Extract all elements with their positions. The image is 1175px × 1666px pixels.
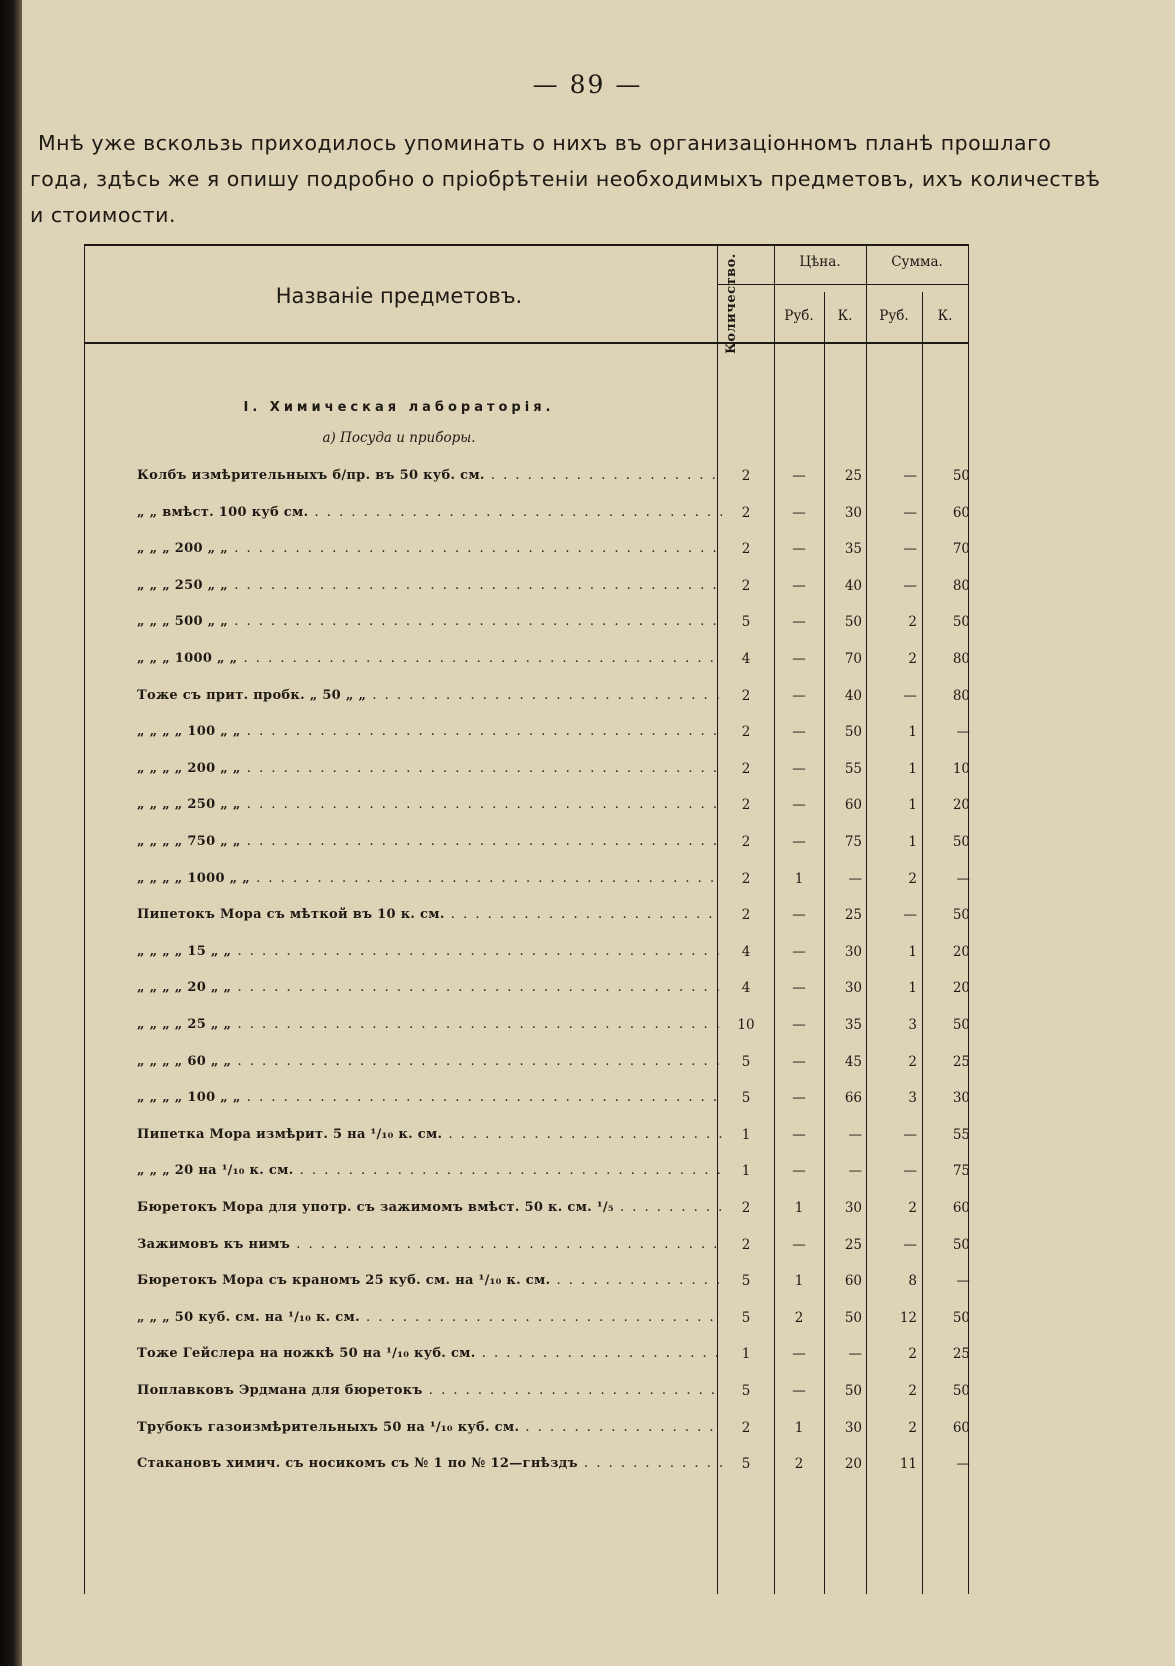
item-price-kop: 35 xyxy=(844,1017,862,1033)
item-sum-kop: 50 xyxy=(952,1383,970,1399)
header-price-kop: К. xyxy=(837,308,853,324)
item-sum-rub: — xyxy=(903,541,917,558)
item-qty: 2 xyxy=(741,687,751,704)
item-sum-kop: 75 xyxy=(952,1163,970,1180)
table-row xyxy=(84,1340,969,1376)
table-row xyxy=(84,718,969,754)
item-price-kop: — xyxy=(848,1163,862,1180)
item-sum-rub: 1 xyxy=(908,760,917,777)
item-sum-kop: 80 xyxy=(952,577,970,594)
item-qty: 2 xyxy=(741,1200,751,1216)
item-qty: 5 xyxy=(741,1383,751,1399)
table-row xyxy=(84,828,969,864)
item-price-rub: 1 xyxy=(794,1200,804,1216)
item-sum-kop: 20 xyxy=(952,980,970,997)
item-sum-rub: — xyxy=(903,1236,917,1253)
item-sum-rub: 1 xyxy=(908,980,917,997)
item-name: „ „ „ 250 „ „ . . . xyxy=(137,578,722,593)
item-sum-kop: 30 xyxy=(952,1090,970,1107)
table-row xyxy=(84,1231,969,1267)
item-price-rub: — xyxy=(792,1346,806,1363)
item-sum-rub: 2 xyxy=(908,1383,917,1399)
item-sum-kop: 20 xyxy=(952,943,970,960)
item-sum-kop: 50 xyxy=(952,1236,970,1253)
item-price-rub: 1 xyxy=(794,870,804,887)
item-price-kop: 25 xyxy=(844,907,862,924)
item-sum-rub: — xyxy=(903,1163,917,1180)
item-price-rub: — xyxy=(792,541,806,558)
header-sum: Сумма. xyxy=(891,254,943,270)
item-sum-kop: 70 xyxy=(952,541,970,558)
table-row xyxy=(84,1377,969,1413)
item-sum-kop: — xyxy=(956,1273,970,1290)
item-price-kop: 66 xyxy=(844,1090,862,1107)
item-price-rub: — xyxy=(792,1126,806,1143)
section-heading: I. Химическая лабораторія. xyxy=(243,400,555,415)
item-sum-rub: — xyxy=(903,907,917,924)
item-price-kop: 30 xyxy=(844,943,862,960)
item-name: „ „ „ „ 750 „ „ . . . xyxy=(137,834,722,849)
item-sum-rub: 2 xyxy=(908,870,917,887)
item-sum-rub: 2 xyxy=(908,614,917,631)
table-row xyxy=(84,682,969,718)
item-sum-kop: 55 xyxy=(952,1126,970,1143)
item-qty: 10 xyxy=(737,1017,755,1033)
item-sum-rub: 2 xyxy=(908,1200,917,1216)
table-top-rule xyxy=(84,244,969,246)
item-qty: 5 xyxy=(741,1273,751,1290)
header-price-rub: Руб. xyxy=(784,308,814,324)
item-qty: 5 xyxy=(741,614,751,631)
item-sum-rub: 2 xyxy=(908,1346,917,1363)
item-sum-rub: 2 xyxy=(908,651,917,667)
item-name: „ „ „ „ 1000 „ „ . . . xyxy=(137,871,722,886)
item-qty: 4 xyxy=(741,980,751,997)
table-row xyxy=(84,1084,969,1120)
item-sum-rub: 3 xyxy=(908,1017,917,1033)
item-qty: 4 xyxy=(741,943,751,960)
item-price-rub: — xyxy=(792,577,806,594)
header-price: Цѣна. xyxy=(799,254,841,270)
item-price-rub: — xyxy=(792,834,806,850)
subsection-heading: а) Посуда и приборы. xyxy=(322,430,476,446)
table-row xyxy=(84,572,969,608)
item-qty: 1 xyxy=(741,1163,751,1180)
item-name: Пипетокъ Мора съ мѣткой въ 10 к. см. . . . xyxy=(137,907,722,922)
item-qty: 2 xyxy=(741,1236,751,1253)
item-qty: 2 xyxy=(741,1419,751,1436)
item-sum-rub: 2 xyxy=(908,1419,917,1436)
item-sum-kop: 60 xyxy=(952,1200,970,1216)
price-sum-header-rule xyxy=(717,284,969,285)
table-row xyxy=(84,1048,969,1084)
item-qty: 2 xyxy=(741,541,751,558)
item-qty: 4 xyxy=(741,651,751,667)
item-qty: 2 xyxy=(741,577,751,594)
table-row xyxy=(84,1267,969,1303)
item-sum-rub: 3 xyxy=(908,1090,917,1107)
item-price-kop: 60 xyxy=(844,1273,862,1290)
item-price-kop: 50 xyxy=(844,614,862,631)
table-row xyxy=(84,938,969,974)
item-price-kop: 60 xyxy=(844,797,862,814)
item-sum-rub: 11 xyxy=(899,1456,917,1473)
table-row xyxy=(84,499,969,535)
item-sum-rub: 1 xyxy=(908,797,917,814)
item-sum-kop: 80 xyxy=(952,651,970,667)
item-name: „ „ „ 20 на ¹/₁₀ к. см. . . . xyxy=(137,1163,722,1178)
item-name: „ „ „ 500 „ „ . . . xyxy=(137,614,722,629)
item-name: „ „ „ 200 „ „ . . . xyxy=(137,541,722,556)
table-row xyxy=(84,645,969,681)
item-name: „ „ „ „ 100 „ „ . . . xyxy=(137,1090,722,1105)
item-price-rub: — xyxy=(792,687,806,704)
item-sum-rub: — xyxy=(903,577,917,594)
item-qty: 2 xyxy=(741,797,751,814)
item-price-kop: — xyxy=(848,1126,862,1143)
item-name: Тоже съ прит. пробк. „ 50 „ „ . . . xyxy=(137,688,722,703)
item-name: Трубокъ газоизмѣрительныхъ 50 на ¹/₁₀ куб. см. . . . xyxy=(137,1420,722,1435)
item-sum-kop: 50 xyxy=(952,1017,970,1033)
item-price-rub: — xyxy=(792,943,806,960)
item-price-rub: — xyxy=(792,797,806,814)
table-row xyxy=(84,791,969,827)
item-price-kop: 50 xyxy=(844,1309,862,1326)
items-table xyxy=(84,244,969,1594)
item-sum-rub: — xyxy=(903,1126,917,1143)
item-price-kop: 20 xyxy=(844,1456,862,1473)
item-price-rub: 2 xyxy=(794,1456,804,1473)
item-price-rub: — xyxy=(792,504,806,521)
item-qty: 2 xyxy=(741,834,751,850)
table-header-rule xyxy=(84,342,969,344)
item-sum-kop: 25 xyxy=(952,1053,970,1070)
book-spine-shadow xyxy=(0,0,22,1666)
item-sum-kop: 10 xyxy=(952,760,970,777)
item-qty: 2 xyxy=(741,760,751,777)
item-sum-kop: 20 xyxy=(952,797,970,814)
table-row xyxy=(84,462,969,498)
item-sum-rub: — xyxy=(903,468,917,484)
item-name: „ „ „ „ 25 „ „ . . . xyxy=(137,1017,722,1032)
item-name: „ „ „ „ 250 „ „ . . . xyxy=(137,797,722,812)
item-sum-rub: — xyxy=(903,687,917,704)
item-sum-kop: 50 xyxy=(952,907,970,924)
table-row xyxy=(84,1011,969,1047)
item-name: Зажимовъ къ нимъ . . . xyxy=(137,1237,722,1252)
item-name: Стакановъ химич. съ носикомъ съ № 1 по № 12—гнѣздъ . . . xyxy=(137,1456,722,1471)
item-name: „ „ „ „ 20 „ „ . . . xyxy=(137,980,722,995)
header-name: Названіе предметовъ. xyxy=(275,284,523,308)
item-price-rub: — xyxy=(792,614,806,631)
item-sum-kop: 25 xyxy=(952,1346,970,1363)
item-price-rub: 2 xyxy=(794,1309,804,1326)
item-sum-kop: 50 xyxy=(952,614,970,631)
item-qty: 5 xyxy=(741,1456,751,1473)
item-sum-kop: 50 xyxy=(952,834,970,850)
item-price-rub: — xyxy=(792,1090,806,1107)
table-row xyxy=(84,974,969,1010)
table-row xyxy=(84,608,969,644)
item-sum-kop: — xyxy=(956,724,970,741)
item-name: „ „ „ „ 200 „ „ . . . xyxy=(137,761,722,776)
item-price-rub: — xyxy=(792,1383,806,1399)
item-name: „ „ „ „ 60 „ „ . . . xyxy=(137,1054,722,1069)
table-row xyxy=(84,1304,969,1340)
table-row xyxy=(84,755,969,791)
item-sum-kop: 50 xyxy=(952,468,970,484)
item-price-kop: 75 xyxy=(844,834,862,850)
item-name: Бюретокъ Мора для употр. съ зажимомъ вмѣст. 50 к. см. ¹/₅ . . . xyxy=(137,1200,722,1215)
table-row xyxy=(84,1194,969,1230)
item-sum-kop: 60 xyxy=(952,504,970,521)
item-price-rub: — xyxy=(792,1053,806,1070)
item-price-kop: 55 xyxy=(844,760,862,777)
header-sum-kop: К. xyxy=(937,308,953,324)
item-price-rub: — xyxy=(792,724,806,741)
item-price-kop: 45 xyxy=(844,1053,862,1070)
table-row xyxy=(84,1414,969,1450)
item-qty: 2 xyxy=(741,870,751,887)
item-sum-rub: — xyxy=(903,504,917,521)
item-qty: 2 xyxy=(741,724,751,741)
table-row xyxy=(84,1157,969,1193)
item-name: „ „ „ 50 куб. см. на ¹/₁₀ к. см. . . . xyxy=(137,1310,722,1325)
item-qty: 5 xyxy=(741,1309,751,1326)
item-sum-rub: 1 xyxy=(908,943,917,960)
item-qty: 2 xyxy=(741,907,751,924)
item-name: Тоже Гейслера на ножкѣ 50 на ¹/₁₀ куб. см. . . . xyxy=(137,1346,722,1361)
item-name: „ „ „ „ 15 „ „ . . . xyxy=(137,944,722,959)
item-sum-kop: 60 xyxy=(952,1419,970,1436)
header-sum-rub: Руб. xyxy=(879,308,909,324)
item-name: Пипетка Мора измѣрит. 5 на ¹/₁₀ к. см. . . . xyxy=(137,1127,722,1142)
item-price-kop: 50 xyxy=(844,724,862,741)
item-qty: 2 xyxy=(741,504,751,521)
item-name: „ „ „ 1000 „ „ . . . xyxy=(137,651,722,666)
item-price-rub: — xyxy=(792,1163,806,1180)
item-price-kop: 50 xyxy=(844,1383,862,1399)
item-sum-kop: — xyxy=(956,870,970,887)
item-price-rub: — xyxy=(792,907,806,924)
item-sum-rub: 1 xyxy=(908,834,917,850)
item-price-kop: 30 xyxy=(844,1200,862,1216)
item-sum-rub: 8 xyxy=(908,1273,917,1290)
intro-paragraph: Мнѣ уже вскользь приходилось упоминать о нихъ въ организаціонномъ планѣ прошлаго года, здѣсь же я опишу подробно о пріобрѣтеніи необходимыхъ предметовъ, ихъ количествѣ и стоимости. xyxy=(30,131,1101,227)
table-row xyxy=(84,1450,969,1486)
item-price-kop: 40 xyxy=(844,687,862,704)
item-name: „ „ „ „ 100 „ „ . . . xyxy=(137,724,722,739)
item-name: „ „ вмѣст. 100 куб см. . . . xyxy=(137,505,722,520)
item-sum-rub: 12 xyxy=(899,1309,917,1326)
item-sum-rub: 2 xyxy=(908,1053,917,1070)
item-price-kop: 25 xyxy=(844,1236,862,1253)
item-qty: 5 xyxy=(741,1053,751,1070)
table-row xyxy=(84,535,969,571)
item-sum-kop: 80 xyxy=(952,687,970,704)
table-row xyxy=(84,1121,969,1157)
table-row xyxy=(84,901,969,937)
item-name: Бюретокъ Мора съ краномъ 25 куб. см. на ¹/₁₀ к. см. . . . xyxy=(137,1273,722,1288)
item-qty: 1 xyxy=(741,1126,751,1143)
item-price-rub: — xyxy=(792,468,806,484)
item-qty: 2 xyxy=(741,468,751,484)
item-name: Колбъ измѣрительныхъ б/пр. въ 50 куб. см. . . . xyxy=(137,468,722,483)
item-price-kop: 30 xyxy=(844,980,862,997)
item-price-kop: 30 xyxy=(844,504,862,521)
item-price-kop: 35 xyxy=(844,541,862,558)
item-price-kop: 30 xyxy=(844,1419,862,1436)
header-qty: Количество. xyxy=(724,253,739,354)
item-price-kop: 70 xyxy=(844,651,862,667)
table-row xyxy=(84,865,969,901)
item-sum-kop: 50 xyxy=(952,1309,970,1326)
item-price-rub: 1 xyxy=(794,1419,804,1436)
item-price-kop: — xyxy=(848,1346,862,1363)
item-price-rub: — xyxy=(792,980,806,997)
item-sum-kop: — xyxy=(956,1456,970,1473)
item-price-rub: 1 xyxy=(794,1273,804,1290)
item-price-rub: — xyxy=(792,1017,806,1033)
item-price-kop: 40 xyxy=(844,577,862,594)
item-qty: 1 xyxy=(741,1346,751,1363)
item-sum-rub: 1 xyxy=(908,724,917,741)
item-price-kop: — xyxy=(848,870,862,887)
item-price-rub: — xyxy=(792,760,806,777)
item-price-rub: — xyxy=(792,651,806,667)
item-qty: 5 xyxy=(741,1090,751,1107)
item-name: Поплавковъ Эрдмана для бюретокъ . . . xyxy=(137,1383,722,1398)
item-price-kop: 25 xyxy=(844,468,862,484)
page-number: — 89 — xyxy=(532,70,643,99)
item-price-rub: — xyxy=(792,1236,806,1253)
